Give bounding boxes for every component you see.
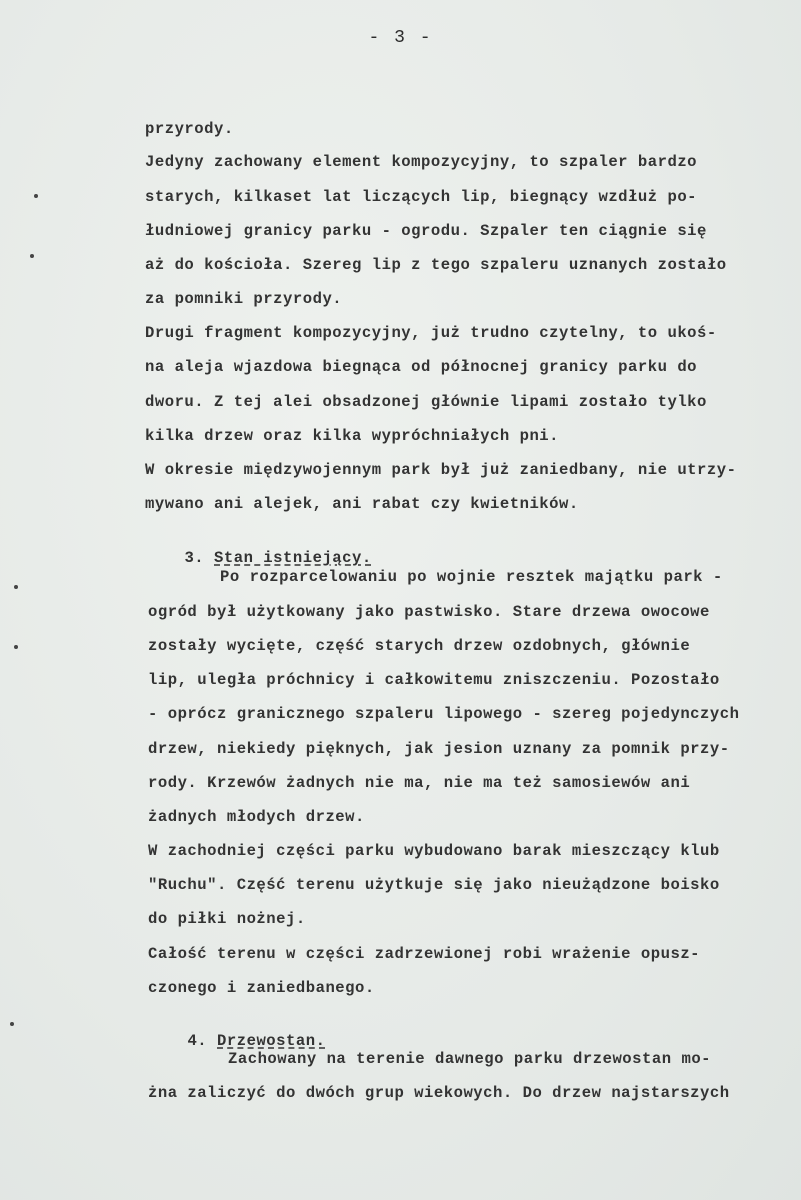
section-title: Stan istniejący. — [214, 549, 372, 567]
text-line: Zachowany na terenie dawnego parku drzewostan mo- — [228, 1050, 712, 1068]
text-line: W okresie międzywojennym park był już zaniedbany, nie utrzy- — [145, 461, 737, 479]
text-line: do piłki nożnej. — [148, 910, 306, 928]
text-line: Jedyny zachowany element kompozycyjny, to szpaler bardzo — [145, 153, 698, 171]
section-title: Drzewostan. — [217, 1032, 326, 1050]
margin-mark — [14, 645, 18, 649]
text-line: drzew, niekiedy pięknych, jak jesion uznany za pomnik przy- — [148, 740, 730, 758]
text-line: ogród był użytkowany jako pastwisko. Stare drzewa owocowe — [148, 603, 710, 621]
text-line: - oprócz granicznego szpaleru lipowego - szereg pojedynczych — [148, 705, 740, 723]
text-line: czonego i zaniedbanego. — [148, 979, 375, 997]
text-line: "Ruchu". Część terenu użytkuje się jako nieużądzone boisko — [148, 876, 720, 894]
margin-mark — [30, 254, 34, 258]
text-line: Po rozparcelowaniu po wojnie resztek majątku park - — [220, 568, 723, 586]
text-line: W zachodniej części parku wybudowano barak mieszczący klub — [148, 842, 720, 860]
text-line: za pomniki przyrody. — [145, 290, 343, 308]
text-line: starych, kilkaset lat liczących lip, biegnący wzdłuż po- — [145, 188, 698, 206]
section-number: 3. — [184, 549, 205, 567]
margin-mark — [10, 1022, 14, 1026]
section-number: 4. — [187, 1032, 208, 1050]
text-line: żadnych młodych drzew. — [148, 808, 365, 826]
text-line: kilka drzew oraz kilka wypróchniałych pni. — [145, 427, 560, 445]
page-number: - 3 - — [368, 28, 433, 48]
text-line: na aleja wjazdowa biegnąca od północnej granicy parku do — [145, 358, 698, 376]
text-line: rody. Krzewów żadnych nie ma, nie ma też samosiewów ani — [148, 774, 691, 792]
text-line: zostały wycięte, część starych drzew ozdobnych, głównie — [148, 637, 691, 655]
margin-mark — [14, 585, 18, 589]
text-line: żna zaliczyć do dwóch grup wiekowych. Do drzew najstarszych — [148, 1084, 730, 1102]
text-line: łudniowej granicy parku - ogrodu. Szpaler ten ciągnie się — [145, 222, 707, 240]
text-line: aż do kościoła. Szereg lip z tego szpaleru uznanych zostało — [145, 256, 727, 274]
text-line: Drugi fragment kompozycyjny, już trudno czytelny, to ukoś- — [145, 324, 717, 342]
text-line: Całość terenu w części zadrzewionej robi wrażenie opusz- — [148, 945, 701, 963]
text-line: przyrody. — [145, 120, 234, 138]
text-line: dworu. Z tej alei obsadzonej głównie lipami zostało tylko — [145, 393, 707, 411]
text-line: lip, uległa próchnicy i całkowitemu zniszczeniu. Pozostało — [148, 671, 720, 689]
margin-mark — [34, 194, 38, 198]
text-line: mywano ani alejek, ani rabat czy kwietników. — [145, 495, 579, 513]
